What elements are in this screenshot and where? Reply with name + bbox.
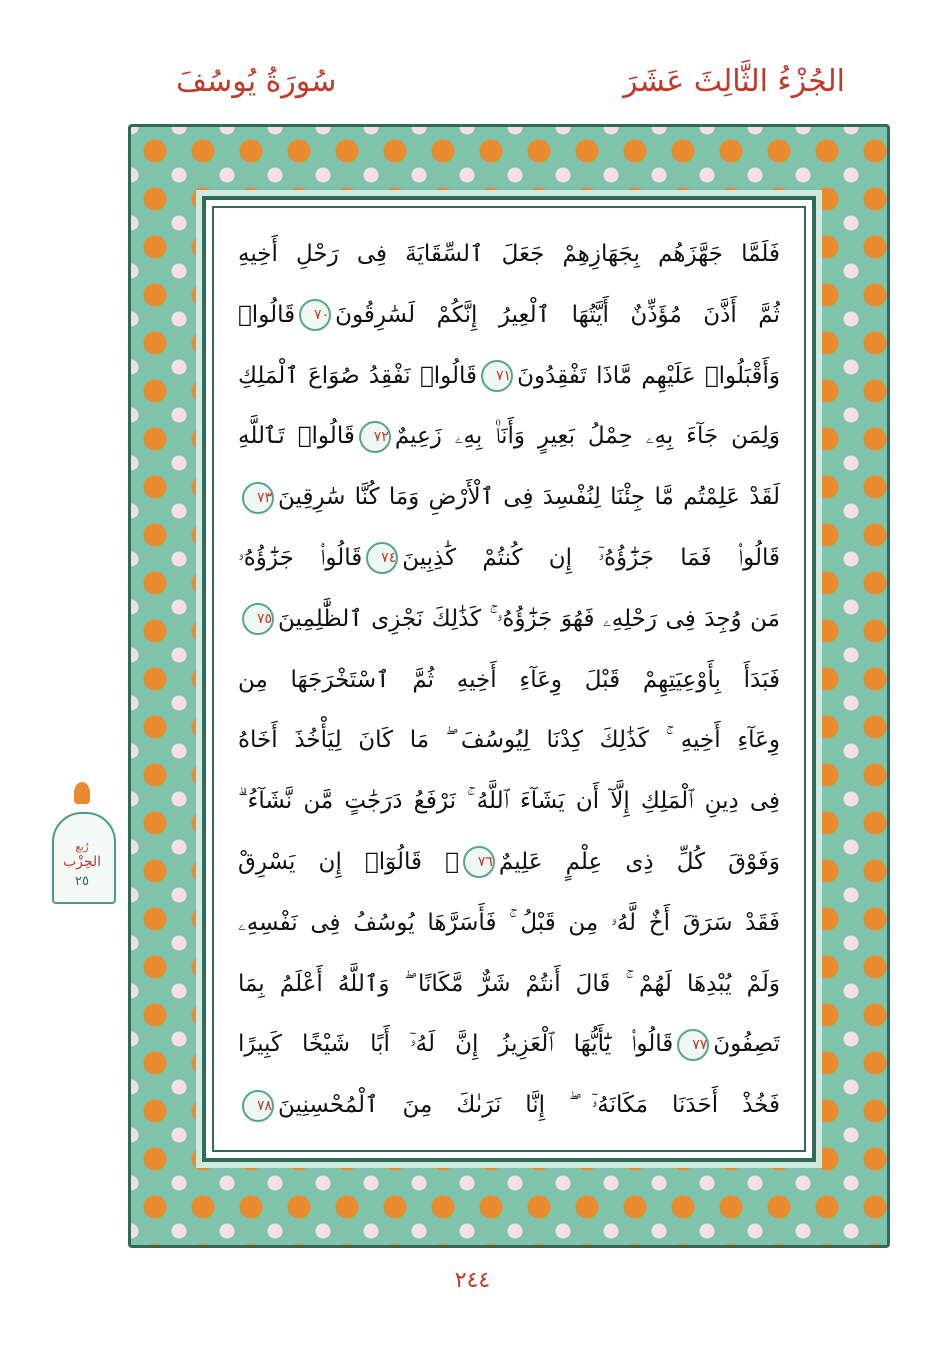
verse-text-continued: قَالُوا۟ جَزَٰٓؤُهُۥ — [238, 544, 363, 571]
verse-text: وِعَآءِ أَخِيهِ ۚ كَذَٰلِكَ كِدْنَا لِيُوسُفَ ۖ مَا كَانَ لِيَأْخُذَ أَخَاهُ — [238, 727, 780, 754]
verse-text: فَبَدَأَ بِأَوْعِيَتِهِمْ قَبْلَ وِعَآءِ أَخِيهِ ثُمَّ ٱسْتَخْرَجَهَا مِن — [238, 666, 780, 693]
verse-text: وَأَقْبَلُوا۟ عَلَيْهِم مَّاذَا تَفْقِدُونَ — [517, 362, 780, 389]
surah-title: سُورَةُ يُوسُفَ — [176, 64, 337, 99]
hizb-number: ٢٥ — [75, 874, 89, 889]
juz-title: الجُزْءُ الثَّالِثَ عَشَرَ — [622, 64, 845, 99]
ayah-number-icon: ٧٥ — [242, 603, 274, 635]
ayah-number-icon: ٧٦ — [463, 846, 495, 878]
text-line — [238, 589, 780, 650]
verse-text: وَلَمْ يُبْدِهَا لَهُمْ ۚ قَالَ أَنتُمْ شَرٌّ مَّكَانًا ۖ وَٱللَّهُ أَعْلَمُ بِمَا — [238, 970, 780, 997]
text-line — [238, 285, 780, 346]
text-line — [238, 771, 780, 832]
ayah-number-icon: ٧٢ — [359, 421, 391, 453]
text-line — [238, 650, 780, 711]
verse-text: مَن وُجِدَ فِى رَحْلِهِۦ فَهُوَ جَزَٰٓؤُهُۥ ۚ كَذَٰلِكَ نَجْزِى ٱلظَّٰلِمِينَ — [278, 605, 780, 632]
verse-text: فَخُذْ أَحَدَنَا مَكَانَهُۥٓ ۖ إِنَّا نَرَىٰكَ مِنَ ٱلْمُحْسِنِينَ — [278, 1092, 780, 1119]
verse-text: ثُمَّ أَذَّنَ مُؤَذِّنٌ أَيَّتُهَا ٱلْعِيرُ إِنَّكُمْ لَسَٰرِقُونَ — [335, 301, 780, 328]
text-line — [238, 1075, 780, 1136]
page-number: ٢٤٤ — [454, 1268, 491, 1293]
hizb-quarter-label: رُبع — [75, 842, 89, 853]
text-line — [238, 1014, 780, 1075]
finial-icon — [74, 782, 90, 804]
text-line — [238, 406, 780, 467]
ayah-number-icon: ٧٤ — [366, 542, 398, 574]
text-line — [238, 710, 780, 771]
ayah-number-icon: ٧٣ — [242, 482, 274, 514]
hizb-marker — [44, 782, 120, 904]
text-line — [238, 832, 780, 893]
verse-text-continued: قَالُوا۟ نَفْقِدُ صُوَاعَ ٱلْمَلِكِ — [238, 362, 478, 389]
verse-text: فَقَدْ سَرَقَ أَخٌ لَّهُۥ مِن قَبْلُ ۚ فَأَسَرَّهَا يُوسُفُ فِى نَفْسِهِۦ — [238, 909, 780, 936]
text-line — [238, 467, 780, 528]
verse-text-continued: قَالُوا۟ يَٰٓأَيُّهَا ٱلْعَزِيزُ إِنَّ لَهُۥٓ أَبًا شَيْخًا كَبِيرًا — [238, 1031, 674, 1058]
verse-text: لَقَدْ عَلِمْتُم مَّا جِئْنَا لِنُفْسِدَ فِى ٱلْأَرْضِ وَمَا كُنَّا سَٰرِقِينَ — [278, 484, 780, 511]
hizb-label: الحِزْب — [62, 854, 102, 870]
verse-text-continued: قَالُوا۟ — [238, 301, 296, 328]
ayah-number-icon: ٧٨ — [242, 1090, 274, 1122]
verse-text: فِى دِينِ ٱلْمَلِكِ إِلَّآ أَن يَشَآءَ ٱللَّهُ ۚ نَرْفَعُ دَرَجَٰتٍ مَّن نَّشَآءُ ۗ — [238, 788, 780, 815]
verse-text: قَالُوا۟ فَمَا جَزَٰٓؤُهُۥٓ إِن كُنتُمْ كَٰذِبِينَ — [402, 544, 780, 571]
text-line — [238, 893, 780, 954]
ayah-number-icon: ٧٧ — [677, 1029, 709, 1061]
verse-text-continued: قَالُوا۟ تَٱللَّهِ — [238, 423, 355, 450]
verse-text: وَفَوْقَ كُلِّ ذِى عِلْمٍ عَلِيمٌ — [498, 848, 780, 875]
ayah-number-icon: ٧٠ — [299, 299, 331, 331]
text-line — [238, 954, 780, 1015]
text-line — [238, 528, 780, 589]
ayah-number-icon: ٧١ — [481, 360, 513, 392]
text-line — [238, 224, 780, 285]
verse-text-continued: ۞ قَالُوٓا۟ إِن يَسْرِقْ — [238, 848, 459, 875]
quran-text — [238, 224, 780, 1136]
verse-text: فَلَمَّا جَهَّزَهُم بِجَهَازِهِمْ جَعَلَ ٱلسِّقَايَةَ فِى رَحْلِ أَخِيهِ — [238, 241, 780, 267]
verse-text: تَصِفُونَ — [713, 1031, 780, 1058]
text-line — [238, 346, 780, 407]
verse-text: وَلِمَن جَآءَ بِهِۦ حِمْلُ بَعِيرٍ وَأَنَا۠ بِهِۦ زَعِيمٌ — [394, 423, 780, 450]
